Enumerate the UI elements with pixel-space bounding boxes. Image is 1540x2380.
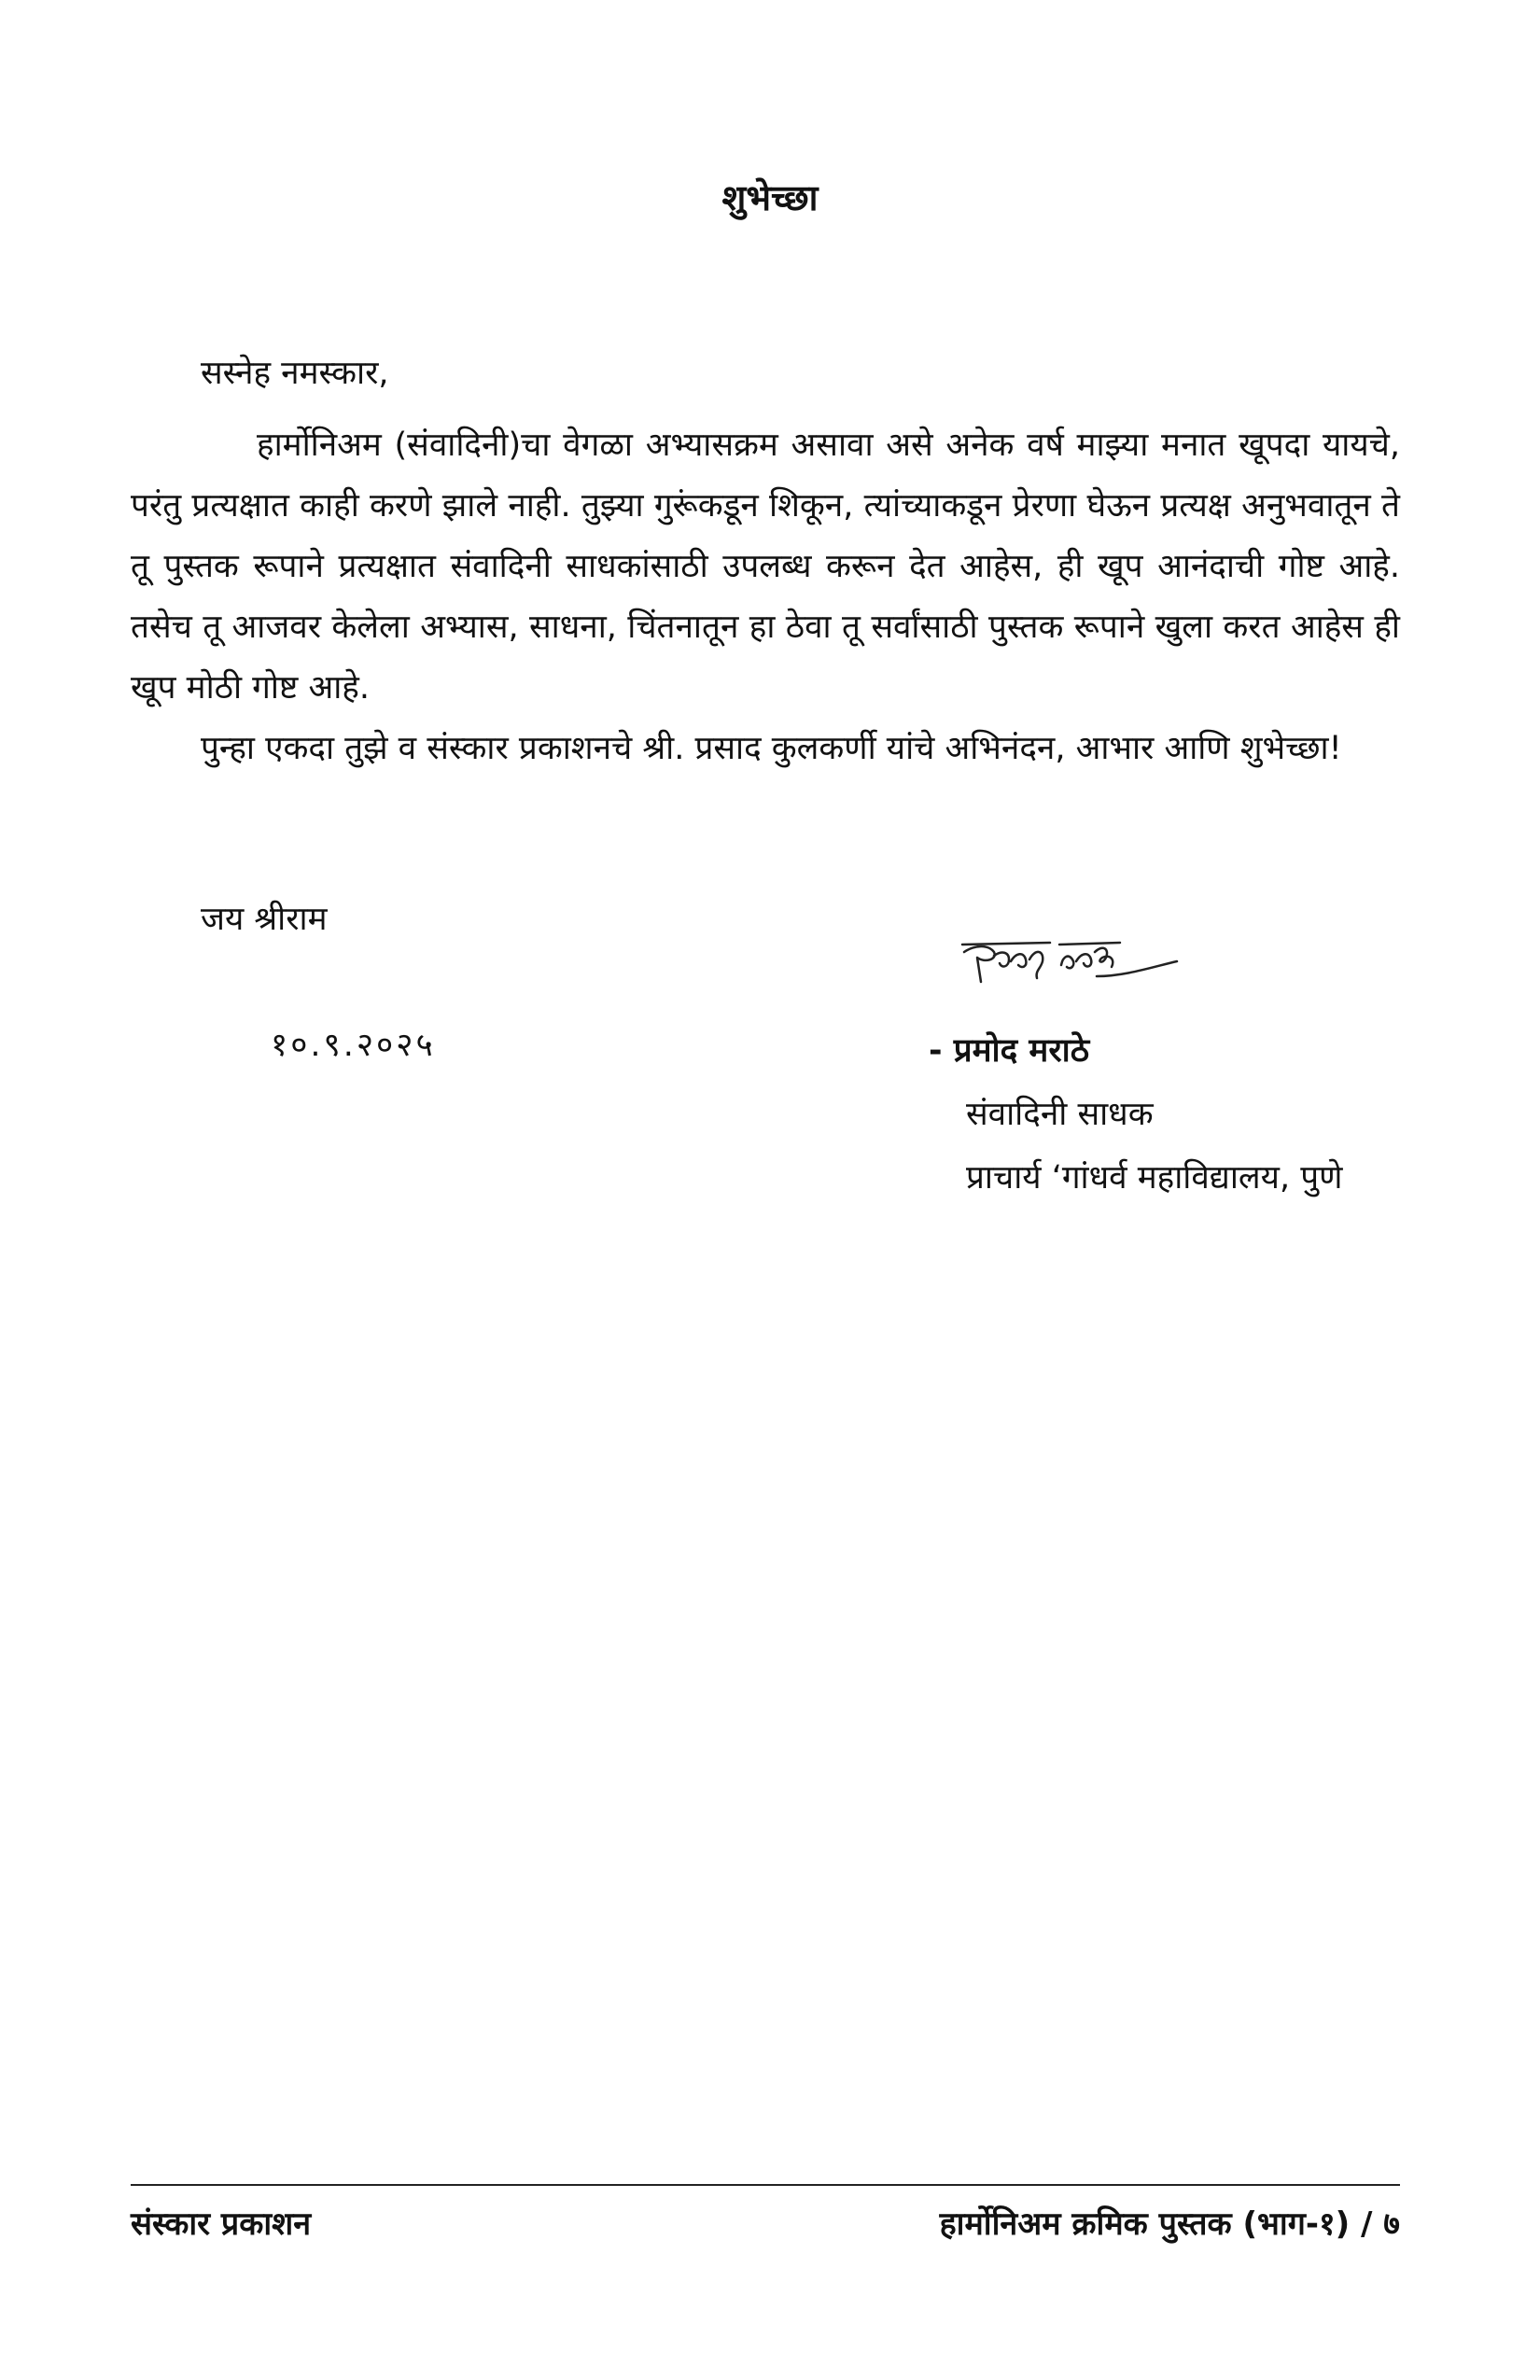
signature-block bbox=[929, 1019, 1342, 1210]
page-title: शुभेच्छा bbox=[721, 177, 819, 218]
footer-divider bbox=[131, 2184, 1400, 2186]
handwritten-signature bbox=[957, 924, 1181, 999]
footer-publisher: संस्कार प्रकाशन bbox=[131, 2205, 312, 2243]
letter-paragraph-1: हार्मोनिअम (संवादिनी)चा वेगळा अभ्यासक्रम असावा असे अनेक वर्ष माझ्या मनात खूपदा यायचे, परंतु प्रत्यक्षात काही करणे झाले नाही. तुझ्या गुरूंकडून शिकून, त्यांच्याकडून प्रेरणा घेऊन प्रत्यक्ष अनुभवातून ते तू पुस्तक रूपाने प्रत्यक्षात संवादिनी साधकांसाठी उपलब्ध करून देत आहेस, ही खूप आनंदाची गोष्ट आहे. तसेच तू आजवर केलेला अभ्यास, साधना, चिंतनातून हा ठेवा तू सर्वांसाठी पुस्तक रूपाने खुला करत आहेस ही खूप मोठी गोष्ट आहे. bbox=[131, 427, 1400, 707]
letter-closing: जय श्रीराम bbox=[201, 901, 328, 938]
signatory-role: संवादिनी साधक bbox=[966, 1096, 1154, 1133]
letter-body bbox=[131, 415, 1400, 779]
letter-date: १०.९.२०२५ bbox=[271, 1027, 436, 1064]
signatory-affiliation: प्राचार्य ‘गांधर्व महाविद्यालय, पुणे bbox=[966, 1159, 1343, 1197]
letter-paragraph-2: पुन्हा एकदा तुझे व संस्कार प्रकाशनचे श्री. प्रसाद कुलकर्णी यांचे अभिनंदन, आभार आणि शुभेच्छा! bbox=[201, 730, 1342, 767]
signatory-name: - प्रमोद मराठे bbox=[929, 1032, 1090, 1070]
footer-page-info: हार्मोनिअम क्रमिक पुस्तक (भाग-१) / ७ bbox=[939, 2205, 1400, 2243]
letter-salutation: सस्नेह नमस्कार, bbox=[201, 355, 389, 392]
